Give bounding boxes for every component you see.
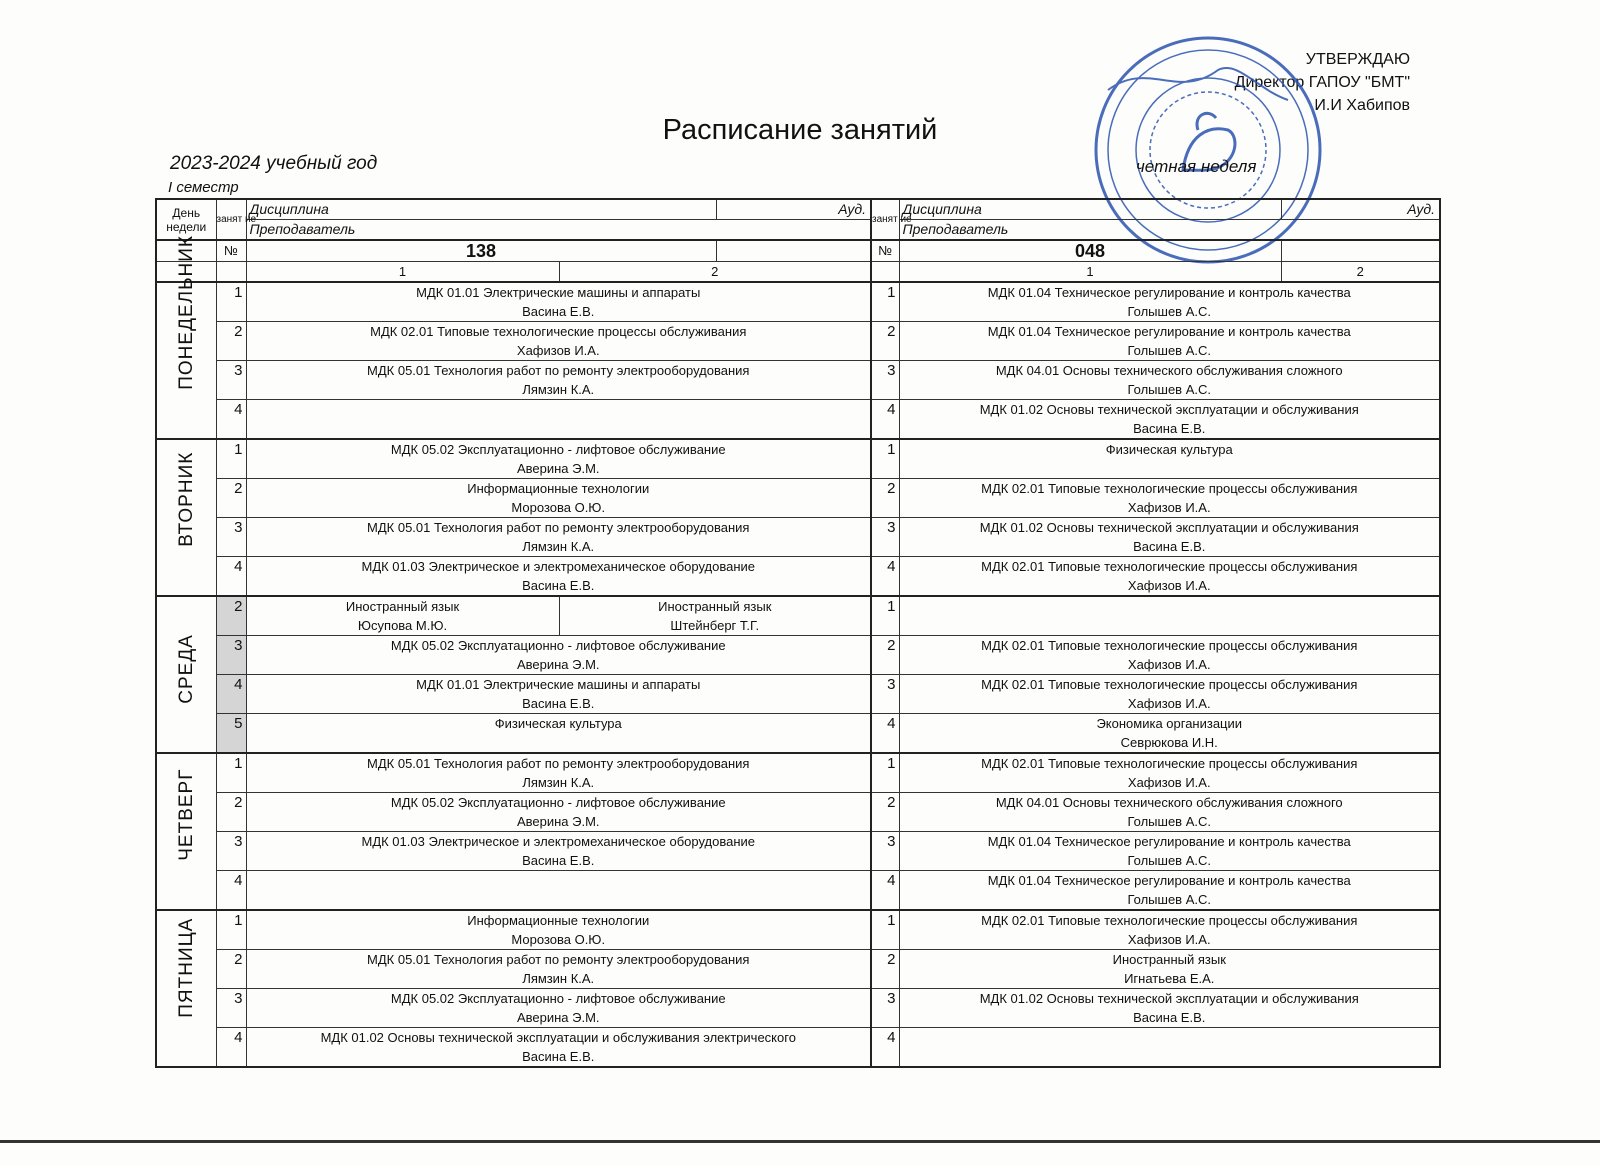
lesson-cell-left [246, 989, 871, 1028]
subject: МДК 01.04 Техническое регулирование и контроль качества [987, 324, 1351, 339]
table-row [156, 636, 1440, 675]
table-row [156, 361, 1440, 400]
day-4 [156, 753, 216, 910]
lesson-cell-left [246, 950, 871, 989]
teacher: Севрюкова И.Н. [1120, 735, 1218, 750]
lesson-number-right: 3 [871, 518, 899, 557]
subject: МДК 02.01 Типовые технологические процессы обслуживания [981, 638, 1358, 653]
lesson-cell-right [899, 753, 1440, 793]
lesson-number-right: 4 [871, 714, 899, 754]
subgroup-left-1: 1 [246, 262, 559, 283]
lesson-number-left: 1 [216, 910, 246, 950]
lesson-cell-left [246, 675, 871, 714]
subject: МДК 02.01 Типовые технологические процессы обслуживания [981, 481, 1358, 496]
lesson-cell-right [899, 910, 1440, 950]
lesson-number-left: 5 [216, 714, 246, 754]
num-sign-right: № [871, 240, 899, 262]
lesson-cell-left [246, 282, 871, 322]
subject: МДК 02.01 Типовые технологические процессы обслуживания [981, 913, 1358, 928]
subject: МДК 04.01 Основы технического обслуживания сложного [995, 795, 1343, 810]
teacher: Хафизов И.А. [1127, 696, 1211, 711]
lesson-cell-left [246, 793, 871, 832]
sub-blank-3 [871, 262, 899, 283]
subject: Физическая культура [1105, 442, 1233, 457]
day-2 [156, 439, 216, 596]
lesson-number-left: 2 [216, 793, 246, 832]
table-row [156, 1028, 1440, 1068]
table-row [156, 950, 1440, 989]
teacher: Хафизов И.А. [1127, 775, 1211, 790]
lesson-number-left: 3 [216, 518, 246, 557]
day-1 [156, 234, 216, 439]
discipline-header-right: Дисциплина [899, 199, 1281, 220]
lesson-number-right: 1 [871, 910, 899, 950]
teacher: Лямзин К.А. [522, 539, 595, 554]
lesson-cell-right [899, 282, 1440, 322]
lesson-header: занят ие [216, 199, 246, 240]
subgroup-left-2: 2 [559, 262, 871, 283]
lesson-cell-left [246, 518, 871, 557]
lesson-number-left: 1 [216, 753, 246, 793]
teacher: Хафизов И.А. [1127, 500, 1211, 515]
teacher: Хафизов И.А. [1127, 932, 1211, 947]
lesson-number-left: 2 [216, 479, 246, 518]
lesson-cell-left [246, 832, 871, 871]
week-type: четная неделя [1136, 157, 1257, 176]
table-row [156, 793, 1440, 832]
lesson-number-right: 4 [871, 400, 899, 440]
lesson-number-left: 4 [216, 871, 246, 911]
lesson-number-right: 2 [871, 322, 899, 361]
teacher: Хафизов И.А. [516, 343, 600, 358]
lesson-number-right: 1 [871, 439, 899, 479]
teacher: Васина Е.В. [522, 304, 595, 319]
lesson-cell-right [899, 596, 1440, 636]
subject: МДК 01.02 Основы технической эксплуатации и обслуживания электрического [320, 1030, 796, 1045]
lesson-cell-right [899, 832, 1440, 871]
semester: I семестр [168, 179, 239, 196]
lesson-cell-left-sub2 [559, 596, 871, 636]
day-name: ЧЕТВЕРГ [175, 768, 197, 861]
subject: МДК 05.01 Технология работ по ремонту электрооборудования [367, 952, 750, 967]
subject: Информационные технологии [467, 481, 650, 496]
subject: МДК 05.01 Технология работ по ремонту электрооборудования [367, 756, 750, 771]
approval-line-2: Директор ГАПОУ "БМТ" [1234, 74, 1410, 91]
group-right-sub [1281, 240, 1440, 262]
lesson-number-right: 3 [871, 989, 899, 1028]
table-row [156, 832, 1440, 871]
approval-line-3: И.И Хабипов [1314, 97, 1410, 114]
table-row [156, 400, 1440, 440]
day-name: ПОНЕДЕЛЬНИК [175, 234, 197, 390]
teacher: Аверина Э.М. [516, 814, 600, 829]
table-row [156, 871, 1440, 911]
table-row [156, 675, 1440, 714]
subject: Информационные технологии [467, 913, 650, 928]
lesson-number-right: 3 [871, 361, 899, 400]
teacher: Васина Е.В. [522, 853, 595, 868]
teacher: Морозова О.Ю. [511, 500, 606, 515]
table-row [156, 439, 1440, 479]
lesson-number-right: 1 [871, 282, 899, 322]
subject: МДК 05.01 Технология работ по ремонту электрооборудования [367, 363, 750, 378]
lesson-number-left: 4 [216, 675, 246, 714]
subject: МДК 02.01 Типовые технологические процессы обслуживания [370, 324, 747, 339]
teacher: Голышев А.С. [1127, 814, 1211, 829]
room-header-left: Ауд. [716, 199, 871, 220]
lesson-number-left: 4 [216, 557, 246, 597]
subject: Иностранный язык [658, 599, 772, 614]
teacher: Лямзин К.А. [522, 775, 595, 790]
lesson-number-right: 4 [871, 1028, 899, 1068]
discipline-header-left: Дисциплина [246, 199, 716, 220]
subject: МДК 01.03 Электрическое и электромеханическое оборудование [361, 834, 755, 849]
lesson-number-right: 4 [871, 871, 899, 911]
teacher: Хафизов И.А. [1127, 578, 1211, 593]
group-138: 138 [246, 240, 716, 262]
teacher: Васина Е.В. [1133, 539, 1206, 554]
header-row-1 [156, 199, 1440, 220]
lesson-cell-left [246, 322, 871, 361]
lesson-cell-right [899, 675, 1440, 714]
lesson-cell-left [246, 557, 871, 597]
day-name: ПЯТНИЦА [175, 917, 197, 1018]
subject: МДК 05.02 Эксплуатационно - лифтовое обслуживание [390, 795, 726, 810]
group-048: 048 [899, 240, 1281, 262]
teacher: Васина Е.В. [1133, 421, 1206, 436]
table-row [156, 910, 1440, 950]
table-row [156, 753, 1440, 793]
subject: МДК 05.02 Эксплуатационно - лифтовое обслуживание [390, 638, 726, 653]
teacher: Аверина Э.М. [516, 657, 600, 672]
subject: МДК 05.02 Эксплуатационно - лифтовое обслуживание [390, 442, 726, 457]
teacher-header-right: Преподаватель [899, 220, 1440, 241]
lesson-cell-right [899, 714, 1440, 754]
teacher: Аверина Э.М. [516, 1010, 600, 1025]
table-row [156, 557, 1440, 597]
room-header-right: Ауд. [1281, 199, 1440, 220]
teacher: Морозова О.Ю. [511, 932, 606, 947]
teacher: Голышев А.С. [1127, 853, 1211, 868]
teacher: Голышев А.С. [1127, 892, 1211, 907]
teacher-header-left: Преподаватель [246, 220, 871, 241]
lesson-cell-right [899, 322, 1440, 361]
lesson-cell-right [899, 989, 1440, 1028]
lesson-cell-right [899, 400, 1440, 440]
subject: МДК 01.02 Основы технической эксплуатации и обслуживания [979, 520, 1359, 535]
lesson-cell-left [246, 439, 871, 479]
lesson-number-right: 3 [871, 675, 899, 714]
lesson-cell-left [246, 871, 871, 911]
lesson-cell-left [246, 636, 871, 675]
subject: МДК 01.03 Электрическое и электромеханическое оборудование [361, 559, 755, 574]
lesson-cell-left [246, 714, 871, 754]
subject: Иностранный язык [345, 599, 460, 614]
teacher: Васина Е.В. [522, 696, 595, 711]
lesson-number-right: 2 [871, 793, 899, 832]
num-sign-left: № [216, 240, 246, 262]
lesson-cell-right [899, 557, 1440, 597]
lesson-cell-left [246, 753, 871, 793]
table-row [156, 282, 1440, 322]
lesson-number-left: 1 [216, 282, 246, 322]
teacher: Васина Е.В. [1133, 1010, 1206, 1025]
lesson-cell-right [899, 518, 1440, 557]
subject: МДК 05.01 Технология работ по ремонту электрооборудования [367, 520, 750, 535]
academic-year: 2023-2024 учебный год [170, 153, 378, 174]
lesson-cell-right [899, 793, 1440, 832]
lesson-cell-left [246, 1028, 871, 1068]
lesson-cell-right [899, 1028, 1440, 1068]
teacher: Аверина Э.М. [516, 461, 600, 476]
table-row [156, 596, 1440, 636]
teacher: Штейнберг Т.Г. [670, 618, 760, 633]
lesson-header-right: занят ие [871, 199, 899, 240]
day-name: СРЕДА [175, 634, 197, 704]
subject: МДК 01.04 Техническое регулирование и контроль качества [987, 834, 1351, 849]
day-header: День недели [156, 199, 216, 240]
group-row [156, 240, 1440, 262]
lesson-cell-left [246, 479, 871, 518]
schedule-table [155, 198, 1441, 1068]
subject: МДК 01.04 Техническое регулирование и контроль качества [987, 285, 1351, 300]
lesson-cell-right [899, 439, 1440, 479]
teacher: Лямзин К.А. [522, 971, 595, 986]
subject: Иностранный язык [1112, 952, 1226, 967]
teacher: Хафизов И.А. [1127, 657, 1211, 672]
teacher: Голышев А.С. [1127, 304, 1211, 319]
lesson-number-left: 3 [216, 361, 246, 400]
table-row [156, 714, 1440, 754]
subject: МДК 01.02 Основы технической эксплуатации и обслуживания [979, 991, 1359, 1006]
subject: Экономика организации [1096, 716, 1243, 731]
lesson-number-left: 1 [216, 439, 246, 479]
day-3 [156, 596, 216, 753]
subject: МДК 05.02 Эксплуатационно - лифтовое обслуживание [390, 991, 726, 1006]
subgroup-right-2: 2 [1281, 262, 1440, 283]
lesson-cell-left [246, 361, 871, 400]
subject: МДК 04.01 Основы технического обслуживания сложного [995, 363, 1343, 378]
lesson-number-left: 4 [216, 400, 246, 440]
teacher: Лямзин К.А. [522, 382, 595, 397]
lesson-number-left: 3 [216, 832, 246, 871]
subject: МДК 01.01 Электрические машины и аппараты [416, 677, 701, 692]
lesson-number-right: 1 [871, 596, 899, 636]
lesson-cell-right [899, 361, 1440, 400]
subgroup-row [156, 262, 1440, 283]
teacher: Васина Е.В. [522, 578, 595, 593]
table-row [156, 989, 1440, 1028]
sub-blank-2 [216, 262, 246, 283]
subject: МДК 01.04 Техническое регулирование и контроль качества [987, 873, 1351, 888]
subgroup-right-1: 1 [899, 262, 1281, 283]
lesson-cell-left [246, 910, 871, 950]
lesson-number-right: 1 [871, 753, 899, 793]
teacher: Игнатьева Е.А. [1124, 971, 1215, 986]
subject: МДК 01.02 Основы технической эксплуатации и обслуживания [979, 402, 1359, 417]
page-bottom-border [0, 1140, 1600, 1143]
lesson-cell-right [899, 950, 1440, 989]
lesson-number-left: 3 [216, 989, 246, 1028]
lesson-number-right: 3 [871, 832, 899, 871]
lesson-number-right: 2 [871, 950, 899, 989]
lesson-number-left: 2 [216, 596, 246, 636]
approval-line-1: УТВЕРЖДАЮ [1305, 51, 1410, 68]
header-row-2 [156, 220, 1440, 241]
teacher: Юсупова М.Ю. [357, 618, 448, 633]
teacher: Голышев А.С. [1127, 343, 1211, 358]
lesson-cell-left-sub1 [246, 596, 559, 636]
lesson-number-left: 3 [216, 636, 246, 675]
lesson-number-left: 2 [216, 950, 246, 989]
lesson-number-right: 2 [871, 479, 899, 518]
table-row [156, 518, 1440, 557]
lesson-number-left: 2 [216, 322, 246, 361]
lesson-cell-right [899, 479, 1440, 518]
table-row [156, 479, 1440, 518]
lesson-number-right: 2 [871, 636, 899, 675]
teacher: Васина Е.В. [522, 1049, 595, 1064]
teacher: Голышев А.С. [1127, 382, 1211, 397]
group-left-sub [716, 240, 871, 262]
lesson-number-left: 4 [216, 1028, 246, 1068]
day-name: ВТОРНИК [175, 451, 197, 547]
day-5 [156, 910, 216, 1067]
lesson-cell-right [899, 636, 1440, 675]
lesson-cell-left [246, 400, 871, 440]
lesson-number-right: 4 [871, 557, 899, 597]
subject: МДК 02.01 Типовые технологические процессы обслуживания [981, 559, 1358, 574]
subject: Физическая культура [494, 716, 622, 731]
lesson-cell-right [899, 871, 1440, 911]
subject: МДК 01.01 Электрические машины и аппараты [416, 285, 701, 300]
subject: МДК 02.01 Типовые технологические процессы обслуживания [981, 677, 1358, 692]
page-title: Расписание занятий [662, 114, 938, 146]
table-row [156, 322, 1440, 361]
subject: МДК 02.01 Типовые технологические процессы обслуживания [981, 756, 1358, 771]
